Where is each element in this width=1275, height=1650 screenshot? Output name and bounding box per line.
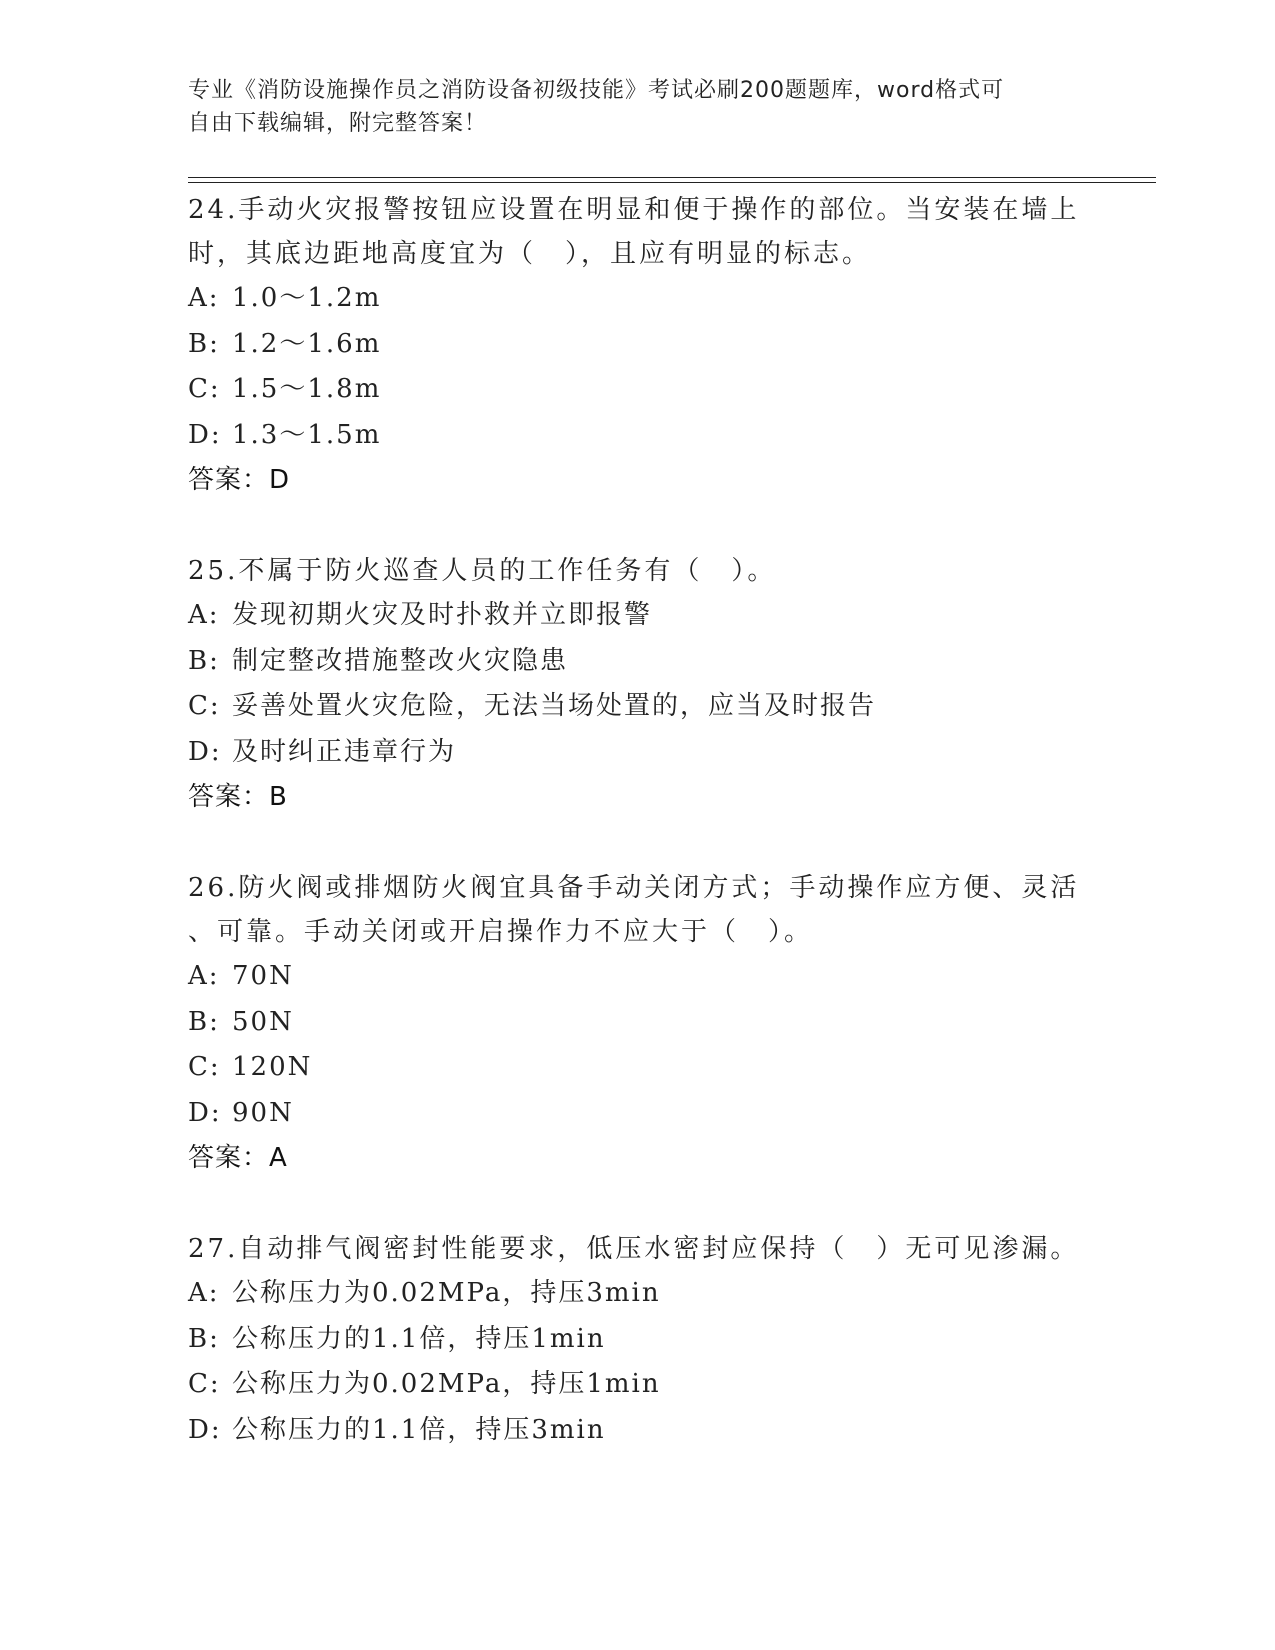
option-b	[188, 639, 1088, 685]
question-stem-line: 27.自动排气阀密封性能要求，低压水密封应保持（ ）无可见渗漏。	[188, 1234, 1080, 1264]
option-text: 及时纠正违章行为	[232, 736, 457, 767]
question-stem	[188, 549, 1088, 593]
option-text: 公称压力为0.02MPa，持压1min	[232, 1369, 661, 1399]
option-text: 1.3～1.5m	[232, 419, 382, 450]
option-text: 1.2～1.6m	[232, 328, 382, 359]
option-b	[188, 1000, 1088, 1046]
option-text: 妥善处置火灾危险，无法当场处置的，应当及时报告	[232, 691, 877, 721]
option-letter: A:	[188, 1278, 220, 1308]
question-stem-line: 、可靠。手动关闭或开启操作力不应大于（ ）。	[188, 917, 814, 947]
question-25	[188, 549, 1088, 819]
option-letter: C:	[188, 691, 221, 721]
option-text: 1.0～1.2m	[232, 283, 382, 313]
question-spacer	[188, 502, 1088, 549]
option-text: 120N	[232, 1052, 313, 1082]
option-b	[188, 322, 1088, 368]
option-letter: D:	[188, 419, 222, 450]
option-letter: D:	[188, 1414, 222, 1445]
question-stem-line: 26.防火阀或排烟防火阀宜具备手动关闭方式；手动操作应方便、灵活	[188, 873, 1080, 903]
header-line-2: 自由下载编辑，附完整答案！	[188, 111, 488, 136]
option-letter: A:	[188, 961, 220, 991]
option-letter: B:	[188, 1006, 220, 1037]
question-stem	[188, 1227, 1088, 1271]
option-d	[188, 730, 1088, 776]
question-stem-line: 24.手动火灾报警按钮应设置在明显和便于操作的部位。当安装在墙上	[188, 195, 1080, 225]
option-letter: D:	[188, 736, 222, 767]
option-text: 公称压力的1.1倍，持压3min	[232, 1414, 606, 1445]
option-text: 制定整改措施整改火灾隐患	[232, 645, 569, 676]
option-c	[188, 684, 1088, 730]
option-b	[188, 1317, 1088, 1363]
option-text: 公称压力的1.1倍，持压1min	[232, 1323, 606, 1354]
option-a	[188, 1271, 1088, 1317]
option-letter: C:	[188, 1052, 221, 1082]
question-spacer	[188, 1180, 1088, 1227]
header-line-1: 专业《消防设施操作员之消防设备初级技能》考试必刷200题题库，word格式可	[188, 78, 1005, 103]
option-d	[188, 413, 1088, 459]
option-c	[188, 367, 1088, 413]
answer-line: 答案：D	[188, 465, 291, 495]
header-divider-top	[188, 177, 1156, 178]
question-list	[188, 188, 1088, 1453]
document-header	[188, 74, 1088, 140]
question-stem	[188, 866, 1088, 954]
option-letter: A:	[188, 600, 220, 630]
option-d	[188, 1091, 1088, 1137]
option-letter: B:	[188, 1323, 220, 1354]
option-d	[188, 1408, 1088, 1454]
option-a	[188, 276, 1088, 322]
option-letter: C:	[188, 1369, 221, 1399]
header-divider-bottom	[188, 182, 1156, 183]
option-letter: A:	[188, 283, 220, 313]
option-text: 1.5～1.8m	[232, 374, 382, 404]
option-letter: B:	[188, 328, 220, 359]
option-text: 50N	[232, 1006, 294, 1037]
question-26	[188, 866, 1088, 1180]
question-stem-line: 时，其底边距地高度宜为（ ），且应有明显的标志。	[188, 239, 872, 269]
question-24	[188, 188, 1088, 502]
option-c	[188, 1362, 1088, 1408]
option-letter: C:	[188, 374, 221, 404]
question-stem	[188, 188, 1088, 276]
option-a	[188, 593, 1088, 639]
option-letter: B:	[188, 645, 220, 676]
option-text: 发现初期火灾及时扑救并立即报警	[232, 600, 653, 630]
option-text: 公称压力为0.02MPa，持压3min	[232, 1278, 661, 1308]
option-a	[188, 954, 1088, 1000]
question-spacer	[188, 819, 1088, 866]
question-27	[188, 1227, 1088, 1453]
option-text: 70N	[232, 961, 294, 991]
option-text: 90N	[232, 1097, 294, 1128]
question-stem-line: 25.不属于防火巡查人员的工作任务有（ ）。	[188, 556, 777, 586]
answer-line: 答案：B	[188, 782, 288, 812]
answer-line: 答案：A	[188, 1143, 288, 1173]
option-c	[188, 1045, 1088, 1091]
option-letter: D:	[188, 1097, 222, 1128]
